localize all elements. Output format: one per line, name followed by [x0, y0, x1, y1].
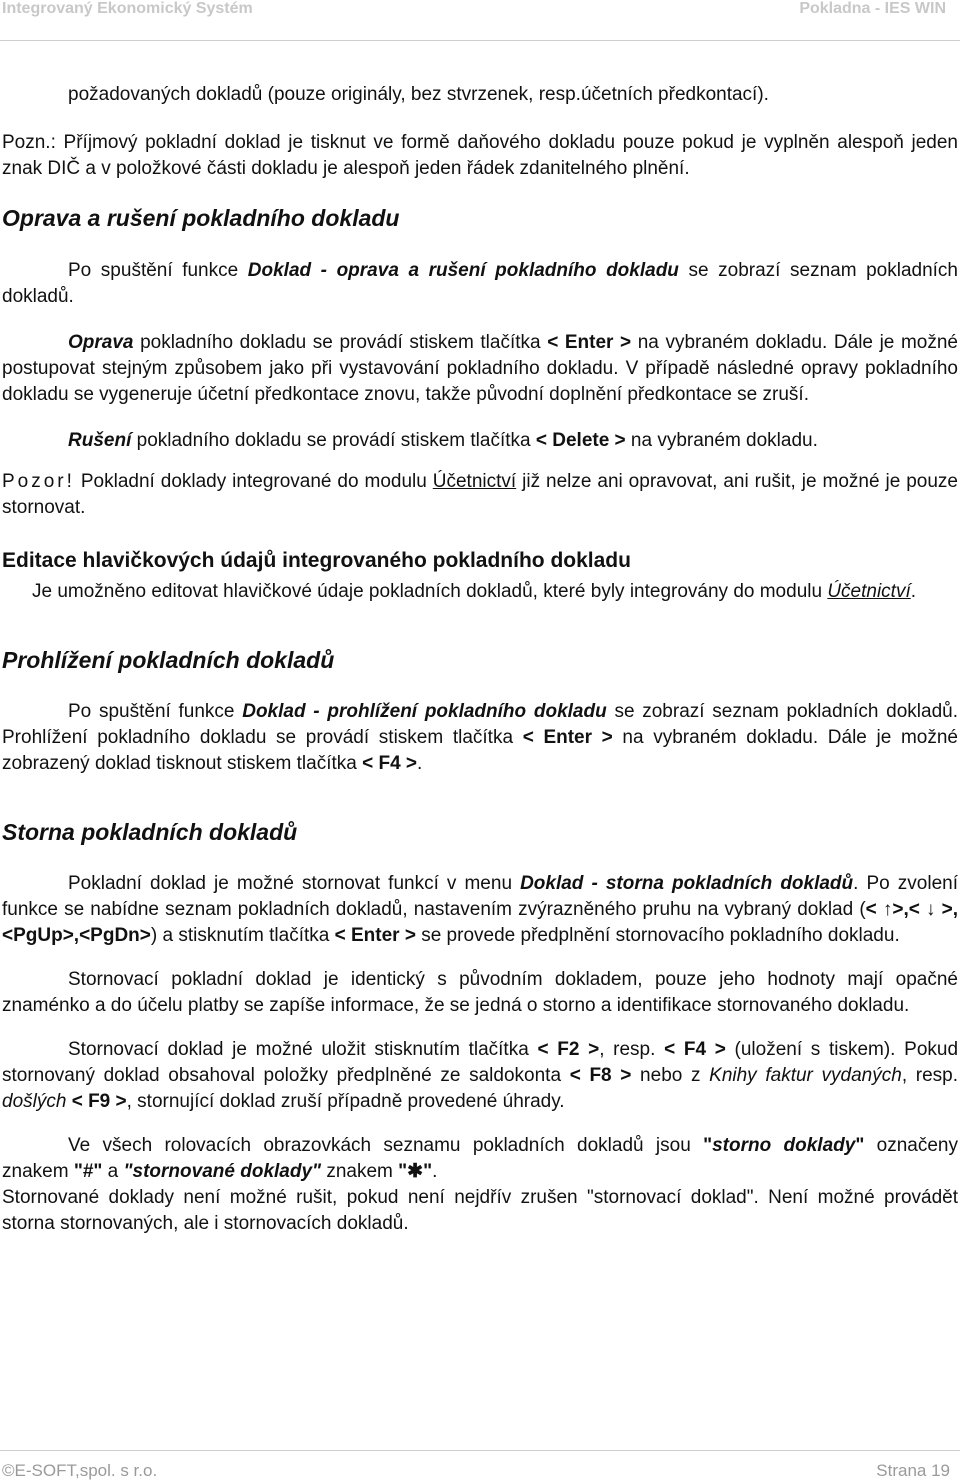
section-heading-oprava: Oprava a rušení pokladního dokladu [2, 205, 400, 231]
footer-copyright: ©E-SOFT,spol. s r.o. [2, 1461, 158, 1480]
paragraph: Rušení pokladního dokladu se provádí stiskem tlačítka < Delete > na vybraném dokladu. [68, 430, 818, 451]
page-header [0, 0, 960, 41]
paragraph: Stornované doklady není možné rušit, pokud není nejdřív zrušen "stornovací doklad". Není možné provádět storna stornovaných, ale i stornovacích dokladů. [2, 1187, 958, 1234]
paragraph: Ve všech rolovacích obrazovkách seznamu pokladních dokladů jsou "storno doklady" označeny znakem "#" a "stornované doklady" znakem "✱". [2, 1135, 958, 1182]
paragraph: Pokladní doklad je možné stornovat funkcí v menu Doklad - storna pokladních dokladů. Po zvolení funkce se nabídne seznam pokladních dokladů, nastavením zvýrazněného pruhu na vybraný doklad (< ↑>,< ↓ >,<PgUp>,<PgDn>) a stisknutím tlačítka < Enter > se provede předplnění stornovacího pokladního dokladu. [2, 873, 958, 946]
header-title-left: Integrovaný Ekonomický Systém [2, 0, 253, 17]
header-title-right: Pokladna - IES WIN [799, 0, 946, 17]
note-paragraph: Pozn.: Příjmový pokladní doklad je tisknut ve formě daňového dokladu pouze pokud je vyplněn alespoň jeden znak DIČ a v položkové části dokladu je alespoň jeden řádek zdanitelného plnění. [2, 132, 958, 179]
section-heading-prohlizeni: Prohlížení pokladních dokladů [2, 647, 335, 673]
paragraph: Oprava pokladního dokladu se provádí stiskem tlačítka < Enter > na vybraném dokladu. Dále je možné postupovat stejným způsobem jako při vystavování pokladního dokladu. V případě následné opravy pokladního dokladu se vygeneruje účetní předkontace znovu, takže původní doplnění předkontace se zruší. [2, 332, 958, 405]
page-footer [0, 1450, 960, 1483]
paragraph: Po spuštění funkce Doklad - prohlížení pokladního dokladu se zobrazí seznam pokladních dokladů. Prohlížení pokladního dokladu se provádí stiskem tlačítka < Enter > na vybraném dokladu. Dále je možné zobrazený doklad tisknout stiskem tlačítka < F4 >. [2, 701, 958, 774]
page-number: Strana 19 [876, 1461, 950, 1480]
paragraph: Po spuštění funkce Doklad - oprava a rušení pokladního dokladu se zobrazí seznam pokladních dokladů. [2, 260, 959, 307]
document-body [2, 82, 958, 1237]
paragraph: požadovaných dokladů (pouze originály, bez stvrzenek, resp.účetních předkontací). [68, 84, 769, 105]
paragraph: Je umožněno editovat hlavičkové údaje pokladních dokladů, které byly integrovány do modulu Účetnictví. [32, 581, 917, 602]
section-heading-editace: Editace hlavičkových údajů integrovaného pokladního dokladu [2, 549, 631, 572]
section-heading-storna: Storna pokladních dokladů [2, 819, 298, 845]
warning-paragraph: Pozor! Pokladní doklady integrované do modulu Účetnictví již nelze ani opravovat, ani rušit, je možné je pouze stornovat. [2, 471, 958, 518]
paragraph: Stornovací doklad je možné uložit stisknutím tlačítka < F2 >, resp. < F4 > (uložení s tiskem). Pokud stornovaný doklad obsahoval položky předplněné ze saldokonta < F8 > nebo z Knihy faktur vydaných, resp. došlých < F9 >, stornující doklad zruší případně provedené úhrady. [2, 1039, 959, 1112]
paragraph: Stornovací pokladní doklad je identický s původním dokladem, pouze jeho hodnoty mají opačné znaménko a do účelu platby se zapíše informace, že se jedná o storno a identifikace stornovaného dokladu. [2, 969, 958, 1016]
